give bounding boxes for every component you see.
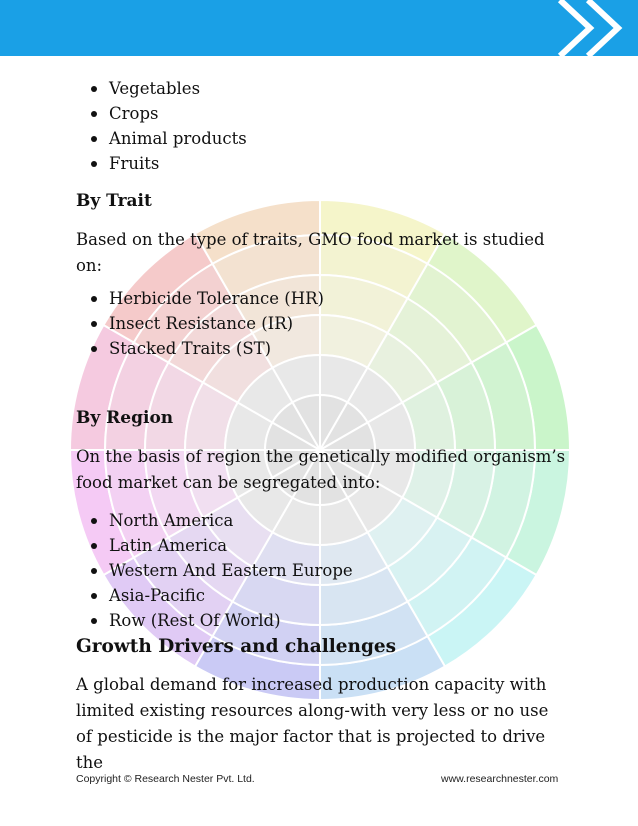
footer-website: www.researchnester.com [441, 773, 559, 785]
list-item: Animal products [76, 126, 247, 151]
trait-list [76, 286, 324, 361]
region-intro-text: On the basis of region the genetically modified organism’s food market can be segregated into: [76, 447, 566, 492]
list-item: Latin America [76, 533, 353, 558]
list-item: Vegetables [76, 76, 247, 101]
list-item: Crops [76, 101, 247, 126]
footer-copyright: Copyright © Research Nester Pvt. Ltd. [76, 773, 255, 785]
header-banner [0, 0, 638, 56]
list-item: Herbicide Tolerance (HR) [76, 286, 324, 311]
list-item: Western And Eastern Europe [76, 558, 353, 583]
list-item: North America [76, 508, 353, 533]
list-item: Fruits [76, 151, 247, 176]
list-item: Asia-Pacific [76, 583, 353, 608]
heading-growth-drivers: Growth Drivers and challenges [76, 636, 397, 657]
category-list [76, 76, 247, 176]
list-item: Stacked Traits (ST) [76, 336, 324, 361]
list-item: Row (Rest Of World) [76, 608, 353, 633]
heading-by-trait: By Trait [76, 191, 152, 211]
heading-by-region: By Region [76, 408, 174, 428]
trait-intro-text: Based on the type of traits, GMO food market is studied on: [76, 230, 545, 275]
region-list [76, 508, 353, 633]
growth-text: A global demand for increased production capacity with limited existing resources along-with very less or no use of pesticide is the major factor that is projected to drive the [76, 675, 549, 772]
list-item: Insect Resistance (IR) [76, 311, 324, 336]
